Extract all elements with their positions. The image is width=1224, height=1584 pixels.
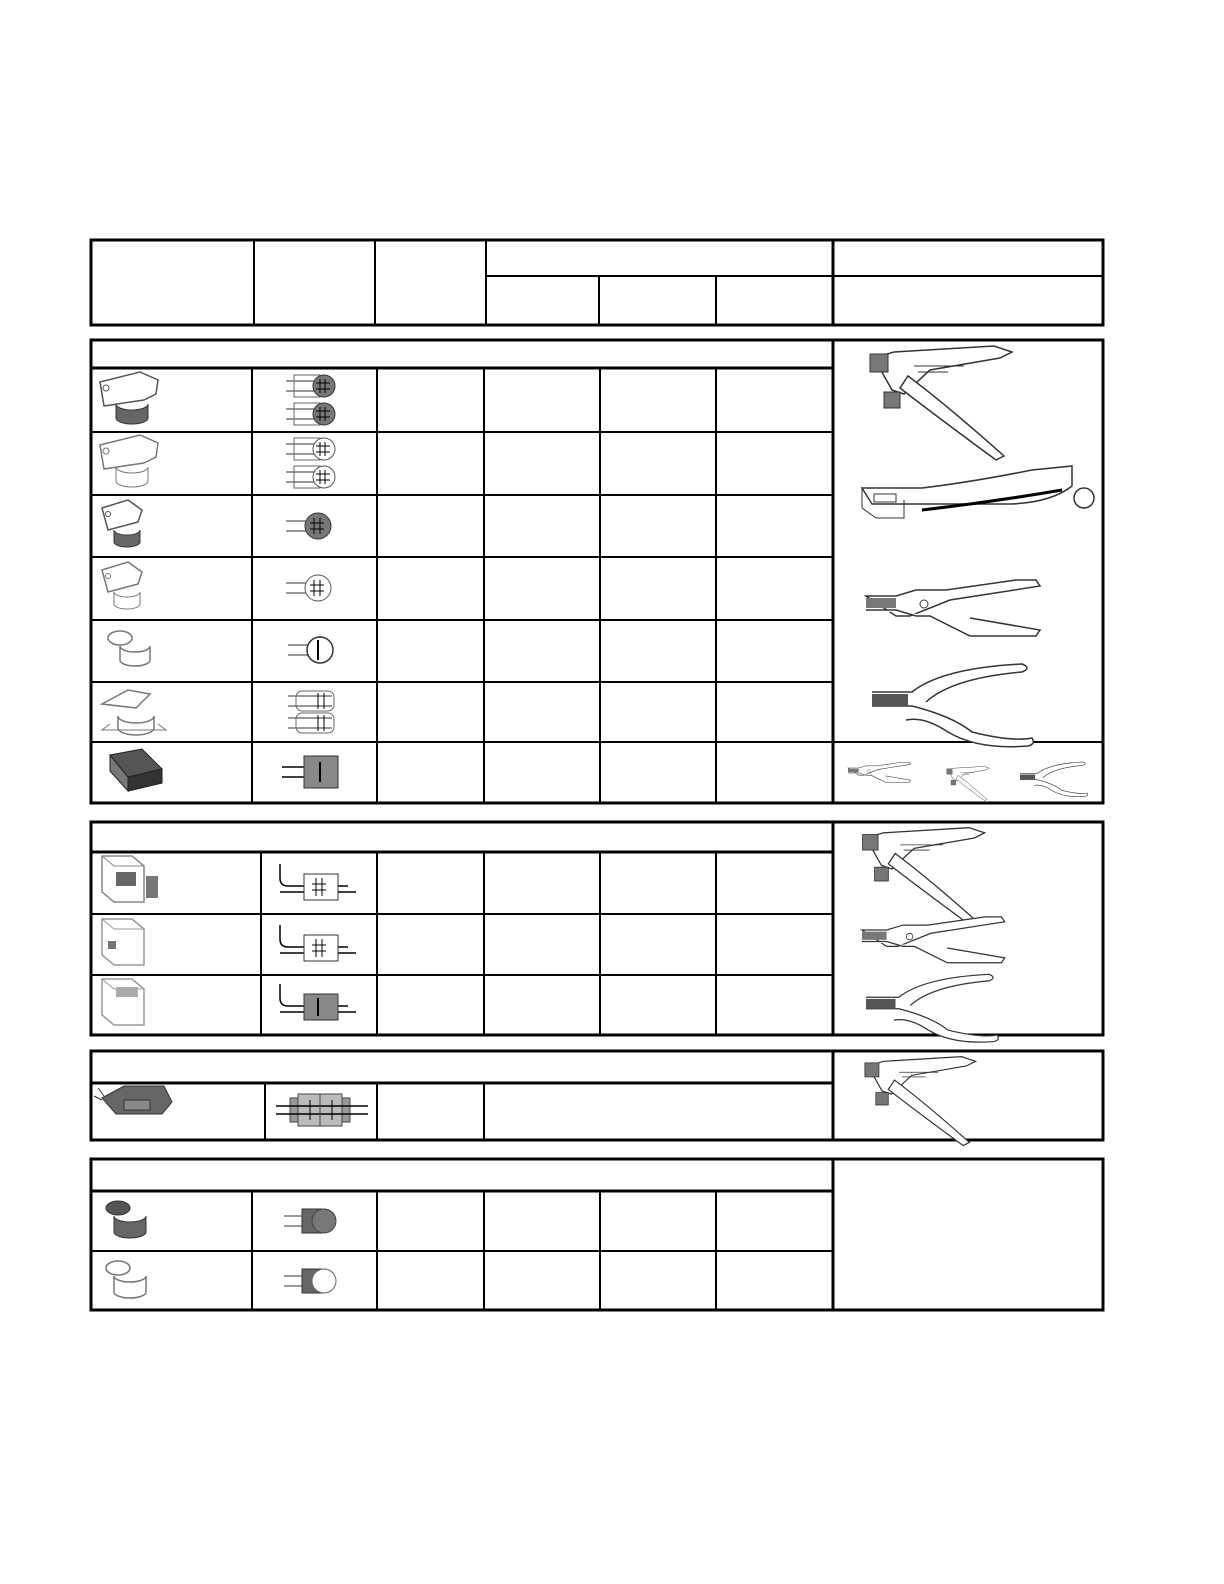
- crimp-tool-icon: [865, 1057, 976, 1146]
- dual-tap-schematic-icon: [288, 691, 334, 733]
- bridge-schematic-icon: [280, 925, 356, 961]
- header-border: [91, 240, 1103, 325]
- connector-2wire-gel-icon: [100, 372, 158, 424]
- connector-flat-clear-icon: [102, 690, 166, 735]
- pliers-icon: [866, 580, 1040, 636]
- crimp-tool-icon: [863, 828, 985, 926]
- pliers-icon: [862, 917, 1005, 963]
- connector-2wire-clear-icon: [100, 435, 158, 487]
- dual-splice-schematic-icon: [286, 375, 335, 425]
- inline-splice-icon: [94, 1086, 172, 1114]
- end-connector-dark-icon: [106, 1201, 146, 1238]
- bridge-schematic-icon: [280, 864, 356, 900]
- inline-splice-schematic-icon: [276, 1094, 368, 1126]
- tap-schematic-icon: [288, 637, 333, 663]
- box-connector-dark-icon: [102, 856, 158, 902]
- end-schematic-icon: [284, 1209, 336, 1233]
- end-schematic-icon: [284, 1269, 336, 1293]
- connector-1wire-gel-icon: [102, 500, 142, 547]
- dual-splice-schematic-icon: [286, 438, 335, 488]
- connector-1wire-clear-icon: [102, 562, 142, 609]
- module-schematic-icon: [282, 756, 338, 788]
- handle-crimper-icon: [862, 466, 1094, 518]
- slip-joint-pliers-icon: [872, 664, 1033, 747]
- single-splice-schematic-icon: [286, 575, 331, 601]
- section-4-border: [91, 1159, 1103, 1310]
- crimp-tool-icon: [870, 346, 1012, 460]
- connector-module-icon: [110, 749, 162, 791]
- connector-small-clear-icon: [108, 631, 150, 666]
- box-connector-clear-icon: [102, 919, 144, 965]
- box-connector-gel-icon: [102, 979, 144, 1025]
- pliers-small-icon: [1020, 762, 1088, 797]
- crimp-tool-small-icon: [947, 766, 990, 800]
- bridge-filled-schematic-icon: [280, 984, 356, 1020]
- pliers-small-icon: [848, 762, 911, 782]
- slip-joint-pliers-icon: [866, 974, 998, 1042]
- end-connector-clear-icon: [106, 1261, 146, 1298]
- single-splice-schematic-icon: [286, 513, 331, 539]
